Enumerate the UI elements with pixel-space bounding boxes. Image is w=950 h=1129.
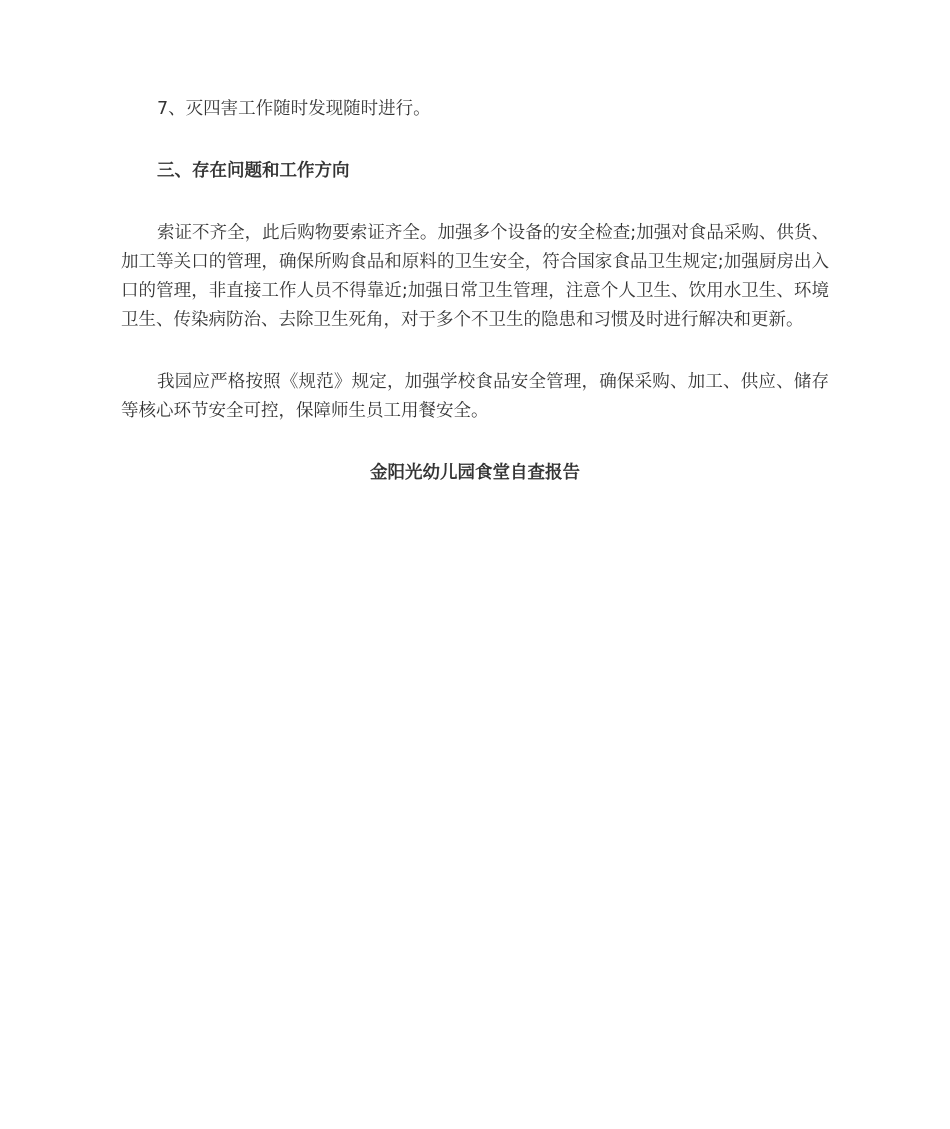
paragraph-problems-detail: 索证不齐全，此后购物要索证齐全。加强多个设备的安全检查;加强对食品采购、供货、加工等关口的管理，确保所购食品和原料的卫生安全，符合国家食品卫生规定;加强厨房出入口的管理，非直接工作人员不得靠近;加强日常卫生管理，注意个人卫生、饮用水卫生、环境卫生、传染病防治、去除卫生死角，对于多个不卫生的隐患和习惯及时进行解决和更新。 [121, 223, 829, 330]
paragraph-conclusion: 我园应严格按照《规范》规定，加强学校食品安全管理，确保采购、加工、供应、储存等核心环节安全可控，保障师生员工用餐安全。 [121, 372, 829, 421]
report-title: 金阳光幼儿园食堂自查报告 [370, 463, 580, 483]
section-heading-problems: 三、存在问题和工作方向 [157, 161, 350, 181]
document-body [121, 95, 829, 488]
paragraph-item-7: 7、灭四害工作随时发现随时进行。 [157, 99, 431, 119]
